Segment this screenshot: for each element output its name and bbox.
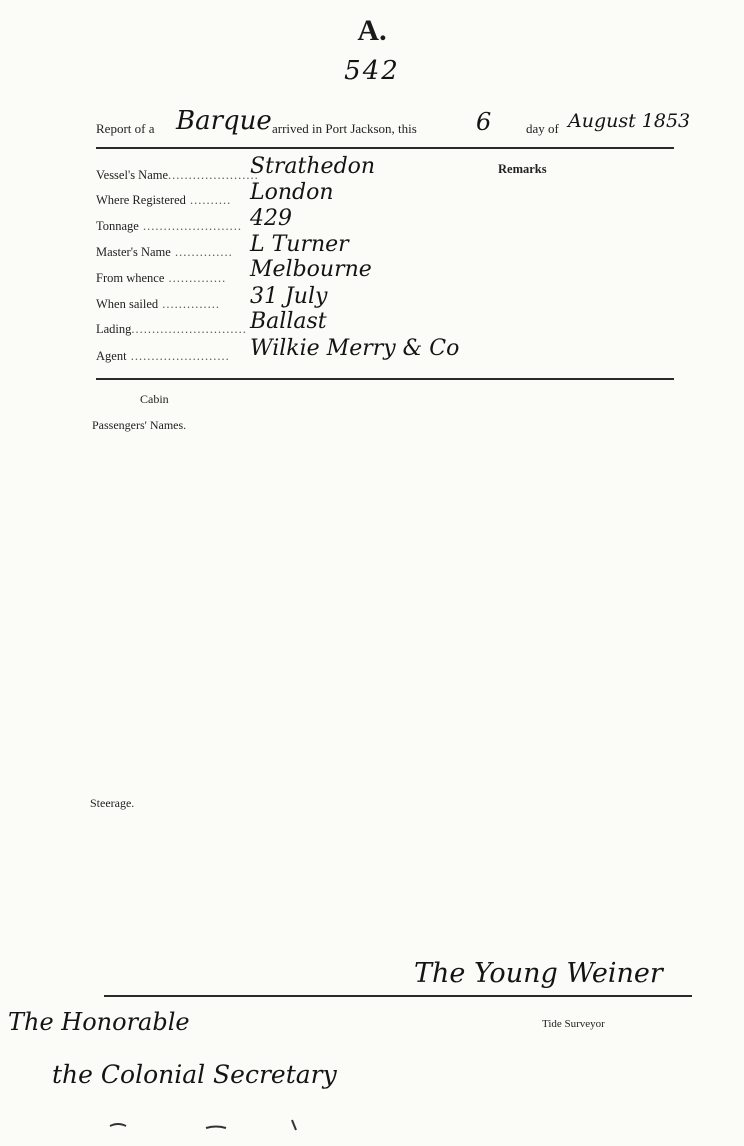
month-year: August 1853 (568, 110, 691, 132)
field-value-from-whence: Melbourne (250, 257, 372, 282)
ink-marks (100, 1112, 340, 1142)
field-label-tonnage: Tonnage ........................ (96, 219, 242, 233)
report-day: 6 (476, 108, 492, 136)
field-label-vessel-name: Vessel's Name...................... (96, 168, 259, 182)
field-value-tonnage: 429 (250, 206, 292, 231)
addressee-line-1: The Honorable (8, 1008, 190, 1036)
field-label-where-registered: Where Registered .......... (96, 193, 232, 207)
field-value-when-sailed: 31 July (250, 284, 328, 309)
signature: The Young Weiner (414, 958, 663, 989)
bottom-rule (96, 378, 674, 380)
field-value-masters-name: L Turner (250, 232, 349, 257)
field-value-vessel-name: Strathedon (250, 154, 376, 179)
top-rule (96, 147, 674, 149)
report-prefix: Report of a (96, 121, 155, 136)
signature-rule (104, 995, 692, 997)
field-value-where-registered: London (250, 180, 334, 205)
report-middle: arrived in Port Jackson, this (272, 121, 417, 136)
cabin-label: Cabin (140, 392, 169, 406)
addressee-line-2: the Colonial Secretary (52, 1060, 337, 1089)
vessel-type: Barque (176, 106, 272, 136)
passengers-names-label: Passengers' Names. (92, 418, 187, 432)
field-label-masters-name: Master's Name .............. (96, 245, 233, 259)
field-label-from-whence: From whence .............. (96, 271, 227, 285)
field-label-lading: Lading............................ (96, 322, 247, 336)
field-label-agent: Agent ........................ (96, 349, 230, 363)
remarks-label: Remarks (498, 162, 547, 176)
steerage-label: Steerage. (90, 796, 135, 810)
form-number: 542 (344, 56, 400, 86)
signature-title: Tide Surveyor (542, 1018, 605, 1030)
day-label: day of (526, 121, 559, 136)
field-value-lading: Ballast (250, 309, 327, 334)
field-value-agent: Wilkie Merry & Co (250, 336, 460, 361)
field-label-when-sailed: When sailed .............. (96, 297, 221, 311)
form-letter: A. (357, 14, 387, 47)
